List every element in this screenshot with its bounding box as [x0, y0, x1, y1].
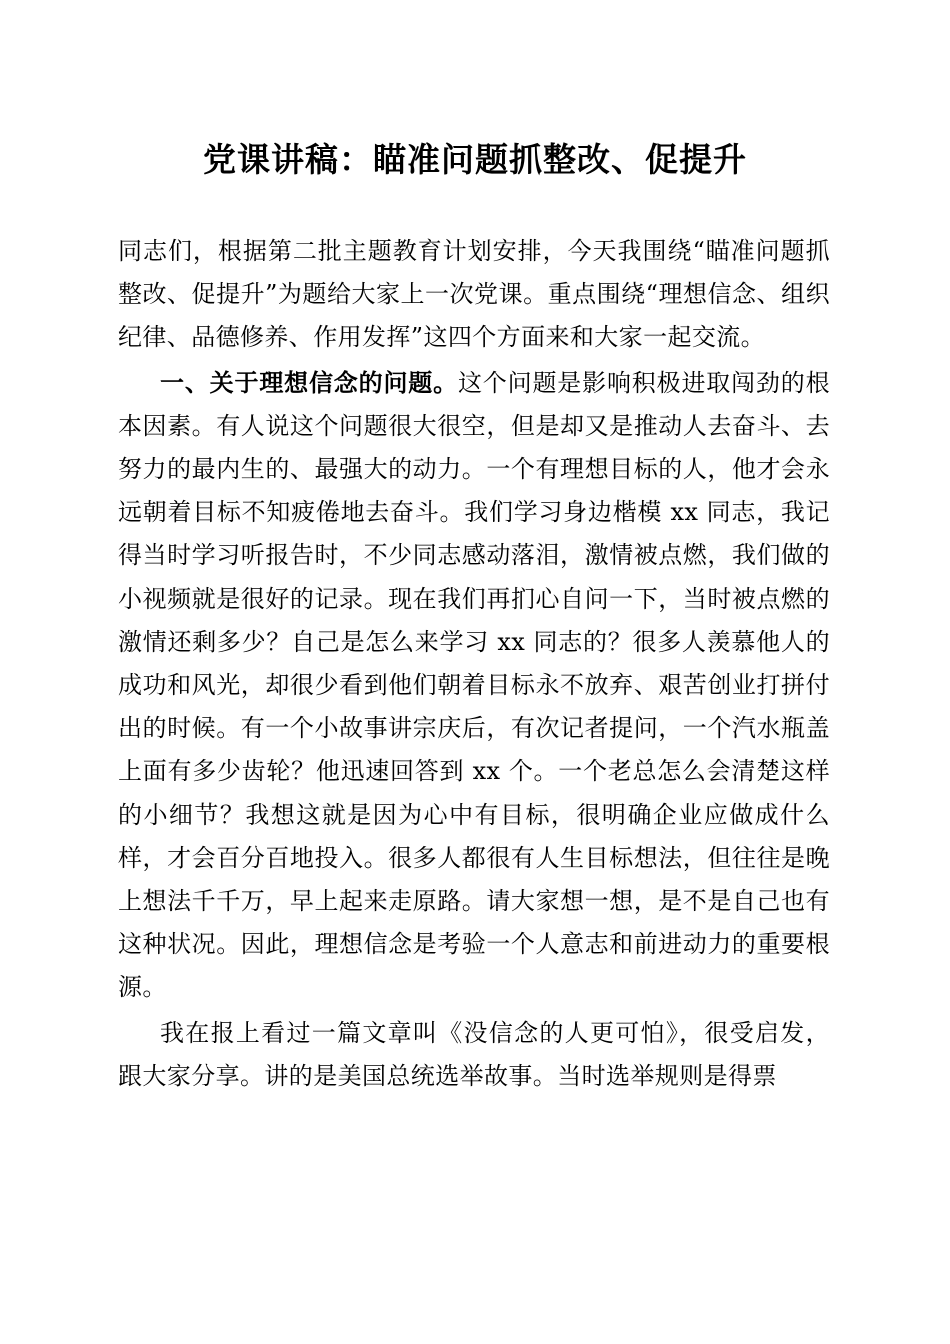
paragraph-article — [118, 1012, 830, 1098]
document-body — [118, 230, 830, 1098]
paragraph-ideals-text: 这个问题是影响积极进取闯劲的根本因素。有人说这个问题很大很空，但是却又是推动人去奋斗、去努力的最内生的、最强大的动力。一个有理想目标的人，他才会永远朝着目标不知疲倦地去奋斗。我们学习身边楷模 xx 同志，我记得当时学习听报告时，不少同志感动落泪，激情被点燃，我们做的小视频就是很好的记录。现在我们再扪心自问一下，当时被点燃的激情还剩多少？自己是怎么来学习 xx 同志的？很多人羡慕他人的成功和风光，却很少看到他们朝着目标永不放弃、艰苦创业打拼付出的时候。有一个小故事讲宗庆后，有次记者提问，一个汽水瓶盖上面有多少齿轮？他迅速回答到 xx 个。一个老总怎么会清楚这样的小细节？我想这就是因为心中有目标，很明确企业应做成什么样，才会百分百地投入。很多人都很有人生目标想法，但往往是晚上想法千千万，早上起来走原路。请大家想一想，是不是自己也有这种状况。因此，理想信念是考验一个人意志和前进动力的重要根源。 — [118, 368, 830, 1002]
section-heading-ideals: 一、关于理想信念的问题。 — [160, 368, 458, 397]
paragraph-intro — [118, 230, 830, 360]
paragraph-ideals — [118, 362, 830, 1010]
paragraph-article-text: 我在报上看过一篇文章叫《没信念的人更可怕》，很受启发，跟大家分享。讲的是美国总统选举故事。当时选举规则是得票 — [118, 1018, 830, 1090]
page-title: 党课讲稿：瞄准问题抓整改、促提升 — [203, 140, 747, 179]
paragraph-intro-text: 同志们，根据第二批主题教育计划安排，今天我围绕“瞄准问题抓整改、促提升”为题给大家上一次党课。重点围绕“理想信念、组织纪律、品德修养、作用发挥”这四个方面来和大家一起交流。 — [118, 237, 830, 352]
